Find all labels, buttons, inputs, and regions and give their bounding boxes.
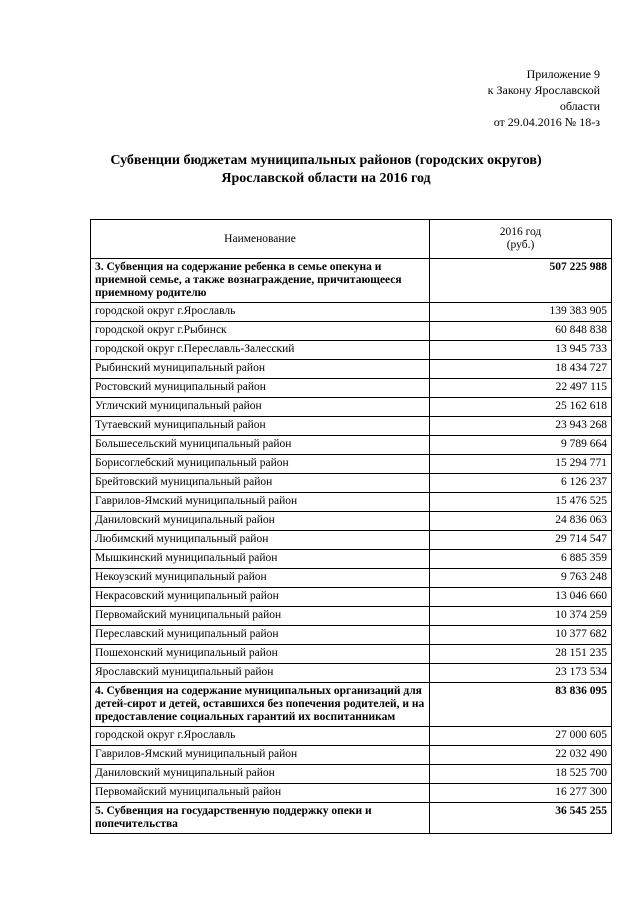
row-name: городской округ г.Ярославль xyxy=(91,727,430,746)
row-amount: 10 374 259 xyxy=(430,607,612,626)
row-name: Борисоглебский муниципальный район xyxy=(91,455,430,474)
table-row xyxy=(91,531,612,550)
appendix-line: к Закону Ярославской xyxy=(487,83,600,97)
table-row xyxy=(91,455,612,474)
table-row xyxy=(91,645,612,664)
row-amount: 15 476 525 xyxy=(430,493,612,512)
table-row xyxy=(91,417,612,436)
row-name: Рыбинский муниципальный район xyxy=(91,360,430,379)
row-name: Тутаевский муниципальный район xyxy=(91,417,430,436)
section-row xyxy=(91,683,612,727)
table-row xyxy=(91,379,612,398)
row-amount: 22 497 115 xyxy=(430,379,612,398)
table-row xyxy=(91,746,612,765)
row-amount: 28 151 235 xyxy=(430,645,612,664)
row-name: Угличский муниципальный район xyxy=(91,398,430,417)
row-amount: 18 434 727 xyxy=(430,360,612,379)
row-amount: 507 225 988 xyxy=(430,259,612,303)
table-row xyxy=(91,493,612,512)
row-amount: 15 294 771 xyxy=(430,455,612,474)
row-amount: 6 885 359 xyxy=(430,550,612,569)
row-name: 3. Субвенция на содержание ребенка в семье опекуна и приемной семье, а также вознаграждение, причитающееся приемному родителю xyxy=(91,259,430,303)
table-row xyxy=(91,569,612,588)
row-name: городской округ г.Рыбинск xyxy=(91,322,430,341)
row-amount: 24 836 063 xyxy=(430,512,612,531)
row-name: Даниловский муниципальный район xyxy=(91,512,430,531)
appendix-line: от 29.04.2016 № 18-з xyxy=(493,115,600,129)
row-amount: 29 714 547 xyxy=(430,531,612,550)
row-amount: 16 277 300 xyxy=(430,784,612,803)
row-name: Некрасовский муниципальный район xyxy=(91,588,430,607)
table-row xyxy=(91,322,612,341)
table-row xyxy=(91,626,612,645)
table-row xyxy=(91,341,612,360)
row-amount: 23 173 534 xyxy=(430,664,612,683)
row-amount: 9 763 248 xyxy=(430,569,612,588)
table-row xyxy=(91,588,612,607)
row-amount: 25 162 618 xyxy=(430,398,612,417)
table-row xyxy=(91,436,612,455)
table-row xyxy=(91,765,612,784)
row-name: Некоузский муниципальный район xyxy=(91,569,430,588)
column-header-name: Наименование xyxy=(91,220,430,259)
row-name: Гаврилов-Ямский муниципальный район xyxy=(91,746,430,765)
appendix-note xyxy=(340,66,600,130)
table-row xyxy=(91,664,612,683)
title-line-2: Ярославской области на 2016 год xyxy=(221,171,431,186)
table-row xyxy=(91,727,612,746)
table-body xyxy=(91,259,612,834)
row-amount: 60 848 838 xyxy=(430,322,612,341)
row-name: Гаврилов-Ямский муниципальный район xyxy=(91,493,430,512)
table-header-row xyxy=(91,220,612,259)
row-amount: 83 836 095 xyxy=(430,683,612,727)
row-amount: 27 000 605 xyxy=(430,727,612,746)
appendix-line: Приложение 9 xyxy=(526,67,600,81)
appendix-line: области xyxy=(559,99,600,113)
table-row xyxy=(91,474,612,493)
row-amount: 10 377 682 xyxy=(430,626,612,645)
row-name: Любимский муниципальный район xyxy=(91,531,430,550)
row-name: Ростовский муниципальный район xyxy=(91,379,430,398)
row-name: Мышкинский муниципальный район xyxy=(91,550,430,569)
row-name: Большесельский муниципальный район xyxy=(91,436,430,455)
document-title xyxy=(40,152,612,188)
column-header-unit: (руб.) xyxy=(506,239,535,251)
table-row xyxy=(91,303,612,322)
column-header-year: 2016 год xyxy=(499,226,542,238)
row-name: 5. Субвенция на государственную поддержку опеки и попечительства xyxy=(91,803,430,834)
row-name: городской округ г.Ярославль xyxy=(91,303,430,322)
row-amount: 36 545 255 xyxy=(430,803,612,834)
title-line-1: Субвенции бюджетам муниципальных районов (городских округов) xyxy=(110,153,542,168)
subsidies-table xyxy=(90,219,612,834)
section-row xyxy=(91,259,612,303)
row-amount: 139 383 905 xyxy=(430,303,612,322)
row-amount: 23 943 268 xyxy=(430,417,612,436)
row-name: Переславский муниципальный район xyxy=(91,626,430,645)
row-amount: 9 789 664 xyxy=(430,436,612,455)
row-name: Брейтовский муниципальный район xyxy=(91,474,430,493)
table-row xyxy=(91,512,612,531)
row-amount: 18 525 700 xyxy=(430,765,612,784)
row-amount: 6 126 237 xyxy=(430,474,612,493)
table-row xyxy=(91,607,612,626)
table-row xyxy=(91,784,612,803)
table-row xyxy=(91,398,612,417)
row-name: Даниловский муниципальный район xyxy=(91,765,430,784)
row-amount: 13 046 660 xyxy=(430,588,612,607)
row-name: городской округ г.Переславль-Залесский xyxy=(91,341,430,360)
table-row xyxy=(91,550,612,569)
row-name: Ярославский муниципальный район xyxy=(91,664,430,683)
row-name: 4. Субвенция на содержание муниципальных организаций для детей-сирот и детей, оставшихся без попечения родителей, и на предоставление социальных гарантий их воспитанникам xyxy=(91,683,430,727)
column-header-amount xyxy=(430,220,612,259)
row-name: Первомайский муниципальный район xyxy=(91,607,430,626)
row-amount: 22 032 490 xyxy=(430,746,612,765)
table-row xyxy=(91,360,612,379)
row-name: Первомайский муниципальный район xyxy=(91,784,430,803)
row-name: Пошехонский муниципальный район xyxy=(91,645,430,664)
row-amount: 13 945 733 xyxy=(430,341,612,360)
section-row xyxy=(91,803,612,834)
